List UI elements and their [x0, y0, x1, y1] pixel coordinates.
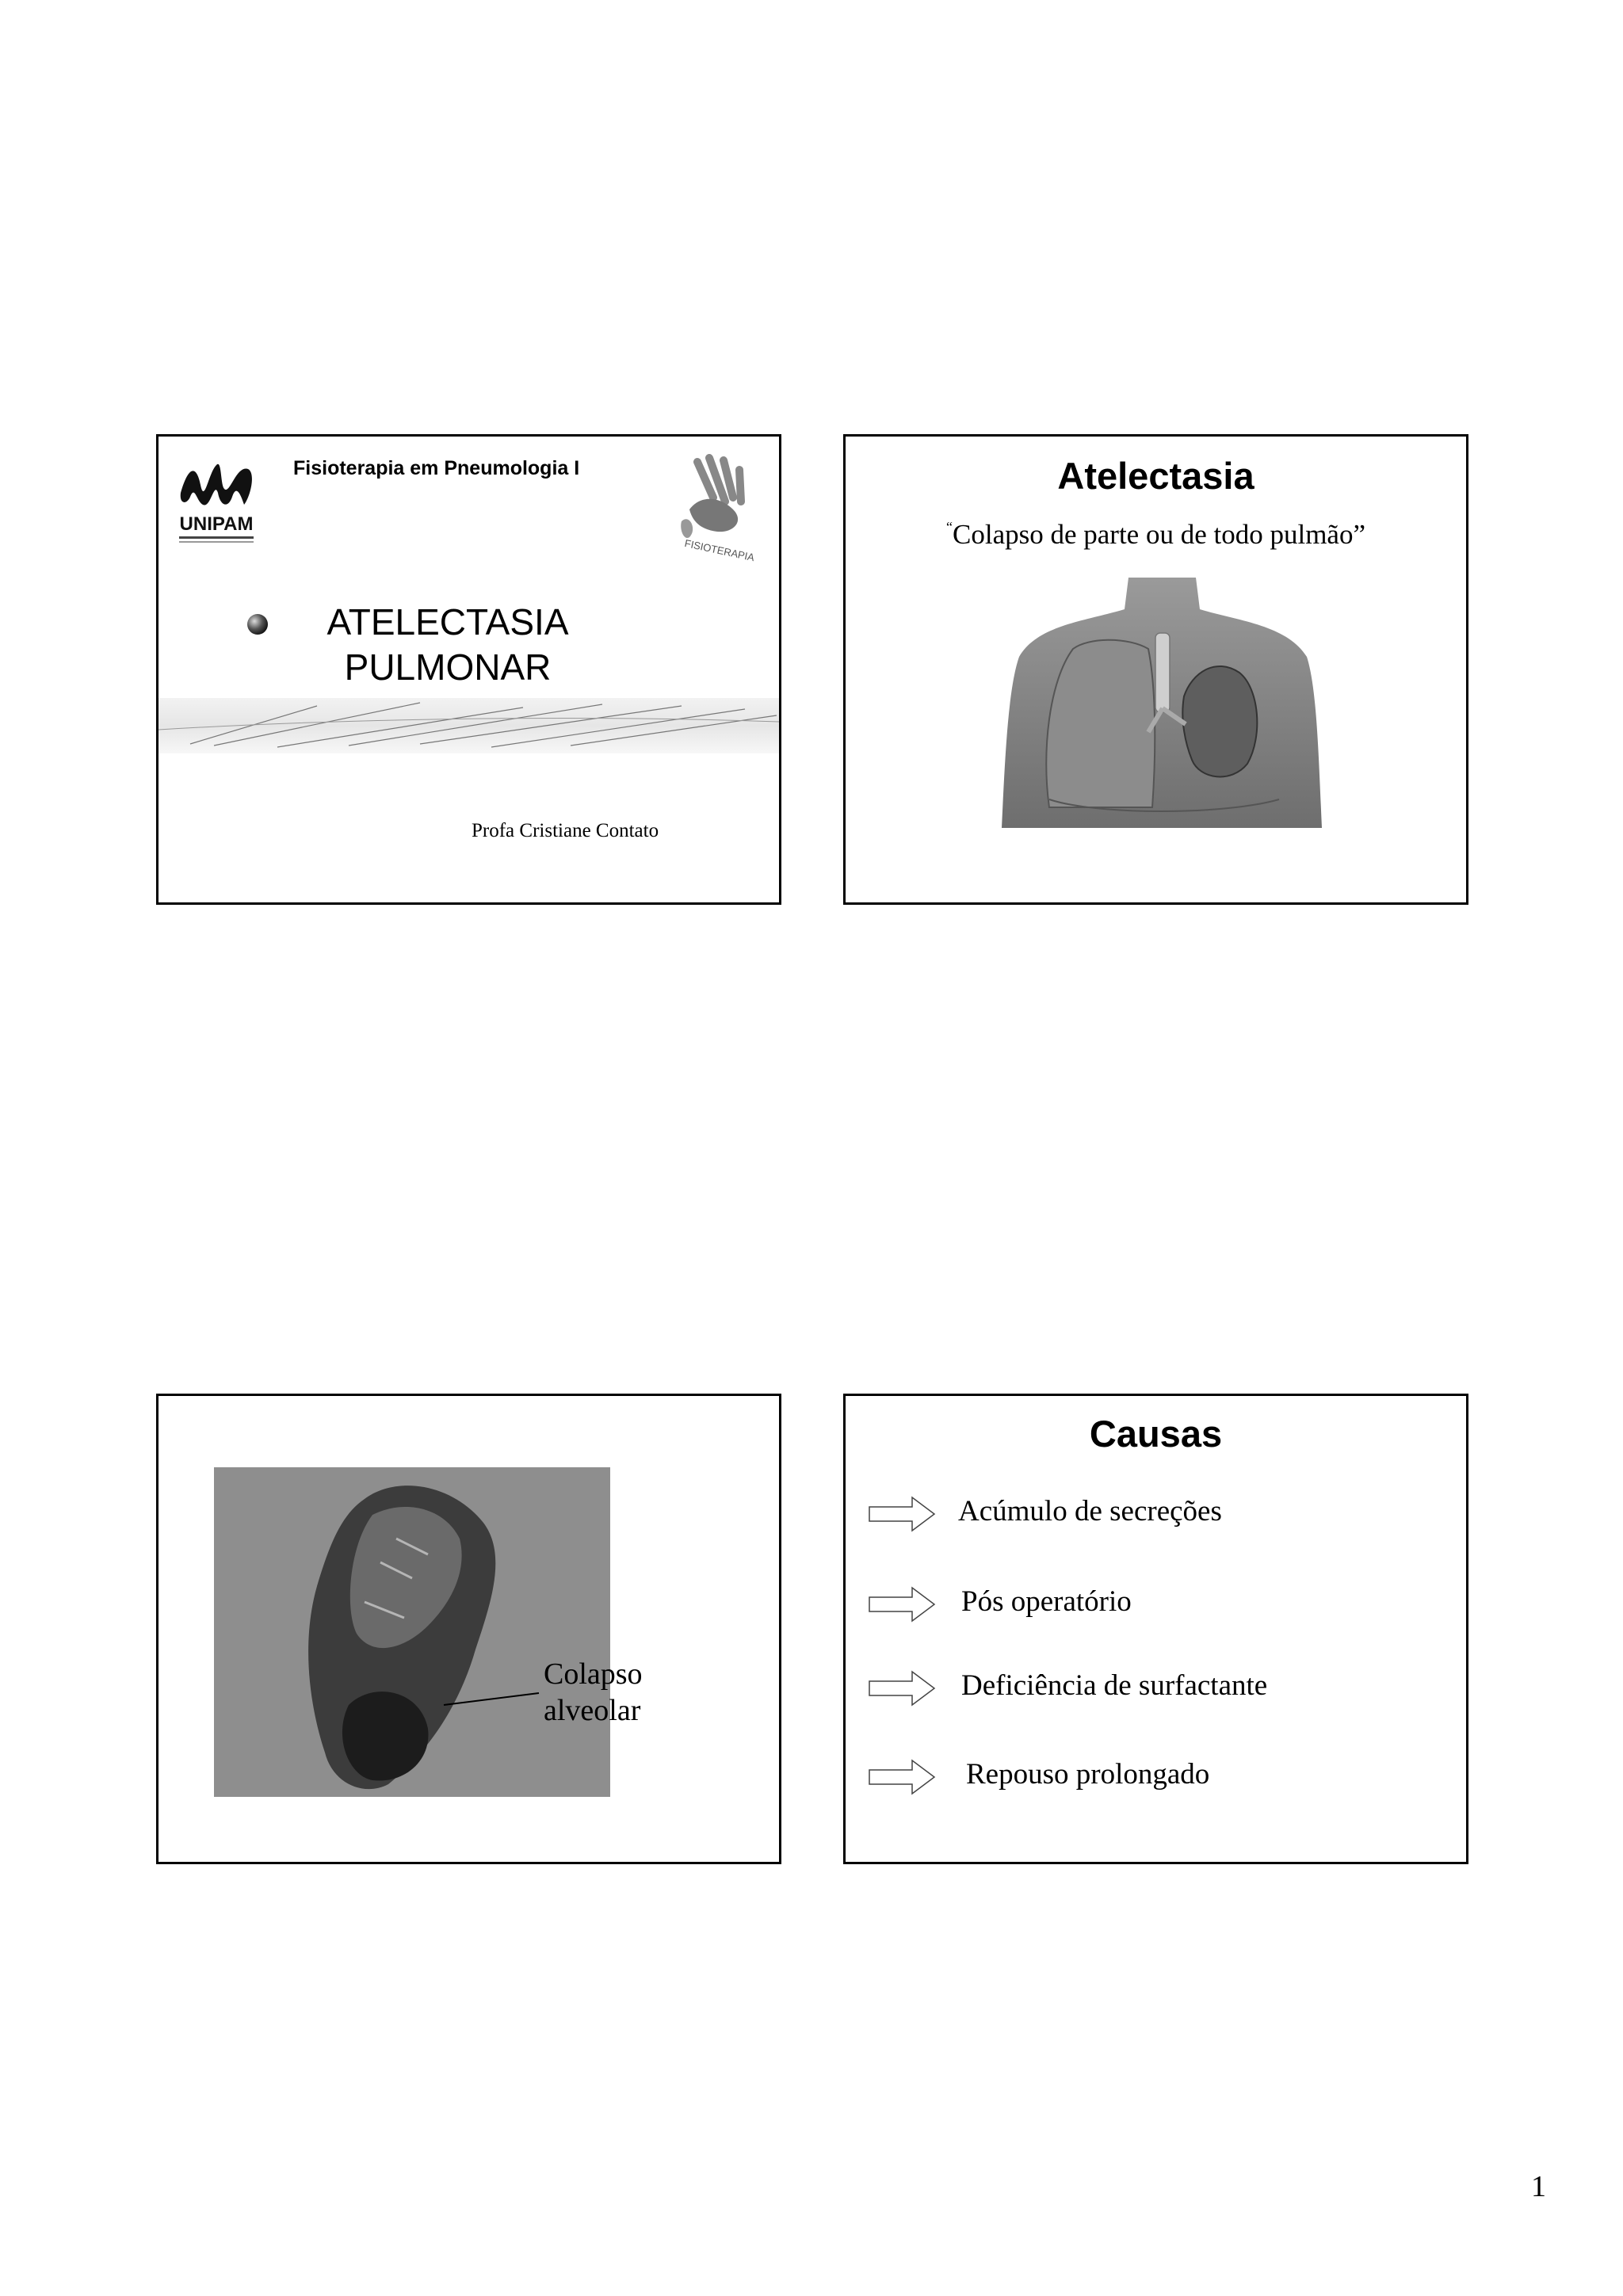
cause-text: Repouso prolongado	[966, 1758, 1210, 1791]
unipam-logo-text: UNIPAM	[179, 513, 254, 535]
lung-anatomy-illustration	[1002, 578, 1322, 828]
outline-arrow-icon	[868, 1757, 936, 1797]
decorative-swoosh	[158, 698, 779, 753]
outline-arrow-icon	[868, 1669, 936, 1708]
slide-specimen	[156, 1394, 781, 1864]
fisioterapia-logo	[678, 454, 761, 573]
lung-specimen-photo	[214, 1467, 610, 1797]
open-quote: “	[946, 519, 953, 535]
definition-text	[846, 519, 1466, 551]
outline-arrow-icon	[868, 1494, 936, 1534]
cause-text: Acúmulo de secreções	[958, 1495, 1222, 1527]
page-number: 1	[1531, 2170, 1546, 2203]
callout-line1: Colapso	[544, 1657, 643, 1691]
fisioterapia-logo-text: FISIOTERAPIA	[683, 536, 756, 564]
unipam-logo	[173, 449, 260, 552]
slide-title	[156, 434, 781, 905]
deck-title-line1: ATELECTASIA	[327, 601, 569, 643]
author-name: Profa Cristiane Contato	[472, 820, 659, 841]
cause-text: Deficiência de surfactante	[961, 1669, 1268, 1702]
globe-bullet-icon	[246, 612, 269, 636]
slide-title-causas: Causas	[1089, 1413, 1223, 1455]
deck-title-line2: PULMONAR	[344, 646, 552, 688]
slide-title-atelectasia: Atelectasia	[1057, 455, 1254, 497]
callout-line2: alveolar	[544, 1694, 641, 1727]
alveolar-collapse-label	[544, 1656, 643, 1729]
deck-title	[301, 600, 594, 690]
slide-causes	[843, 1394, 1468, 1864]
slide-definition	[843, 434, 1468, 905]
course-name: Fisioterapia em Pneumologia I	[293, 457, 580, 479]
cause-text: Pós operatório	[961, 1585, 1132, 1618]
outline-arrow-icon	[868, 1585, 936, 1624]
definition-quote: Colapso de parte ou de todo pulmão”	[953, 519, 1365, 550]
